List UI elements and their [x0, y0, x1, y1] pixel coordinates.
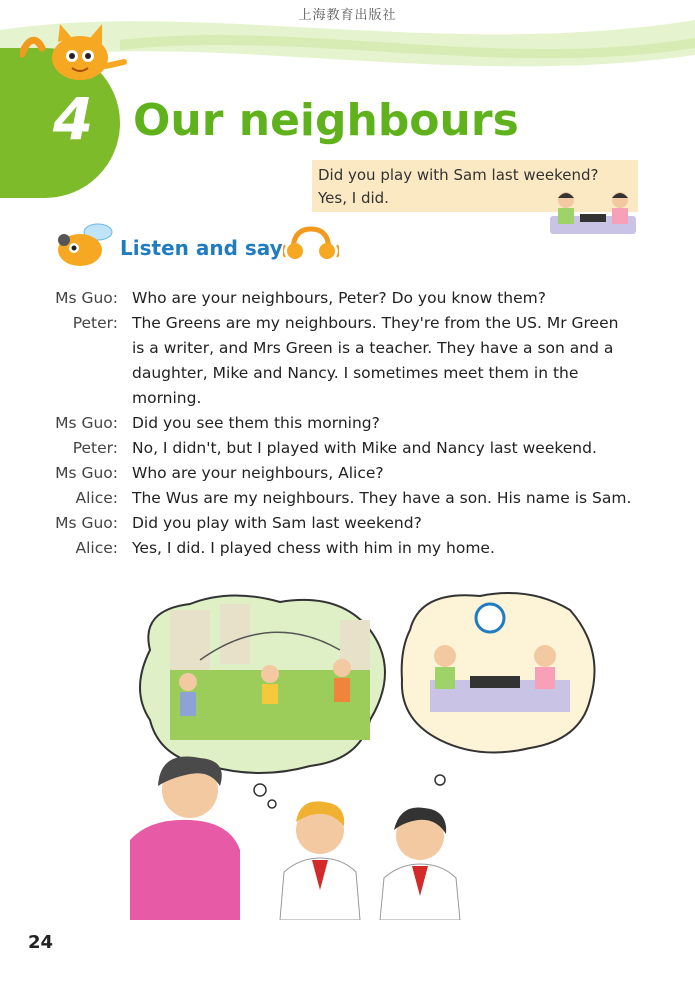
- dialogue-line: The Greens are my neighbours. They're from the US. Mr Green is a writer, and Mrs Green is a teacher. They have a son and a daughter, Mike and Nancy. I sometimes meet them in the morning.: [132, 314, 619, 407]
- chess-players-illustration: [548, 186, 638, 242]
- speaker: Ms Guo:: [55, 514, 118, 532]
- dialogue-row: [40, 536, 680, 561]
- dialogue-line: Who are your neighbours, Peter? Do you know them?: [132, 289, 546, 307]
- listen-mascot-icon: [46, 222, 120, 268]
- dialogue-row: [40, 461, 680, 486]
- dialogue-line: The Wus are my neighbours. They have a son. His name is Sam.: [132, 489, 632, 507]
- publisher-name: 上海教育出版社: [298, 8, 397, 23]
- dialogue-row: [40, 511, 680, 536]
- dialogue: [40, 286, 680, 561]
- speaker: Ms Guo:: [55, 289, 118, 307]
- key-question: Did you play with Sam last weekend?: [318, 166, 599, 184]
- dialogue-row: [40, 411, 680, 436]
- speaker: Peter:: [72, 439, 118, 457]
- dialogue-line: Did you play with Sam last weekend?: [132, 514, 422, 532]
- dialogue-line: Who are your neighbours, Alice?: [132, 464, 384, 482]
- dialogue-row: [40, 486, 680, 511]
- page-number: 24: [28, 932, 54, 953]
- neighbours-illustration: [110, 590, 600, 920]
- cat-mascot-icon: [20, 18, 130, 88]
- headphones-icon: [283, 225, 339, 261]
- speaker: Alice:: [75, 539, 118, 557]
- dialogue-line: Did you see them this morning?: [132, 414, 380, 432]
- dialogue-row: [40, 436, 680, 461]
- dialogue-line: Yes, I did. I played chess with him in my home.: [132, 539, 495, 557]
- dialogue-row: [40, 311, 680, 411]
- key-answer: Yes, I did.: [318, 189, 389, 207]
- speaker: Ms Guo:: [55, 464, 118, 482]
- speaker: Peter:: [72, 314, 118, 332]
- dialogue-line: No, I didn't, but I played with Mike and Nancy last weekend.: [132, 439, 597, 457]
- dialogue-row: [40, 286, 680, 311]
- unit-title: Our neighbours: [133, 95, 519, 146]
- speaker: Alice:: [75, 489, 118, 507]
- speaker: Ms Guo:: [55, 414, 118, 432]
- section-title: Listen and say: [120, 236, 283, 260]
- unit-number: 4: [52, 85, 94, 153]
